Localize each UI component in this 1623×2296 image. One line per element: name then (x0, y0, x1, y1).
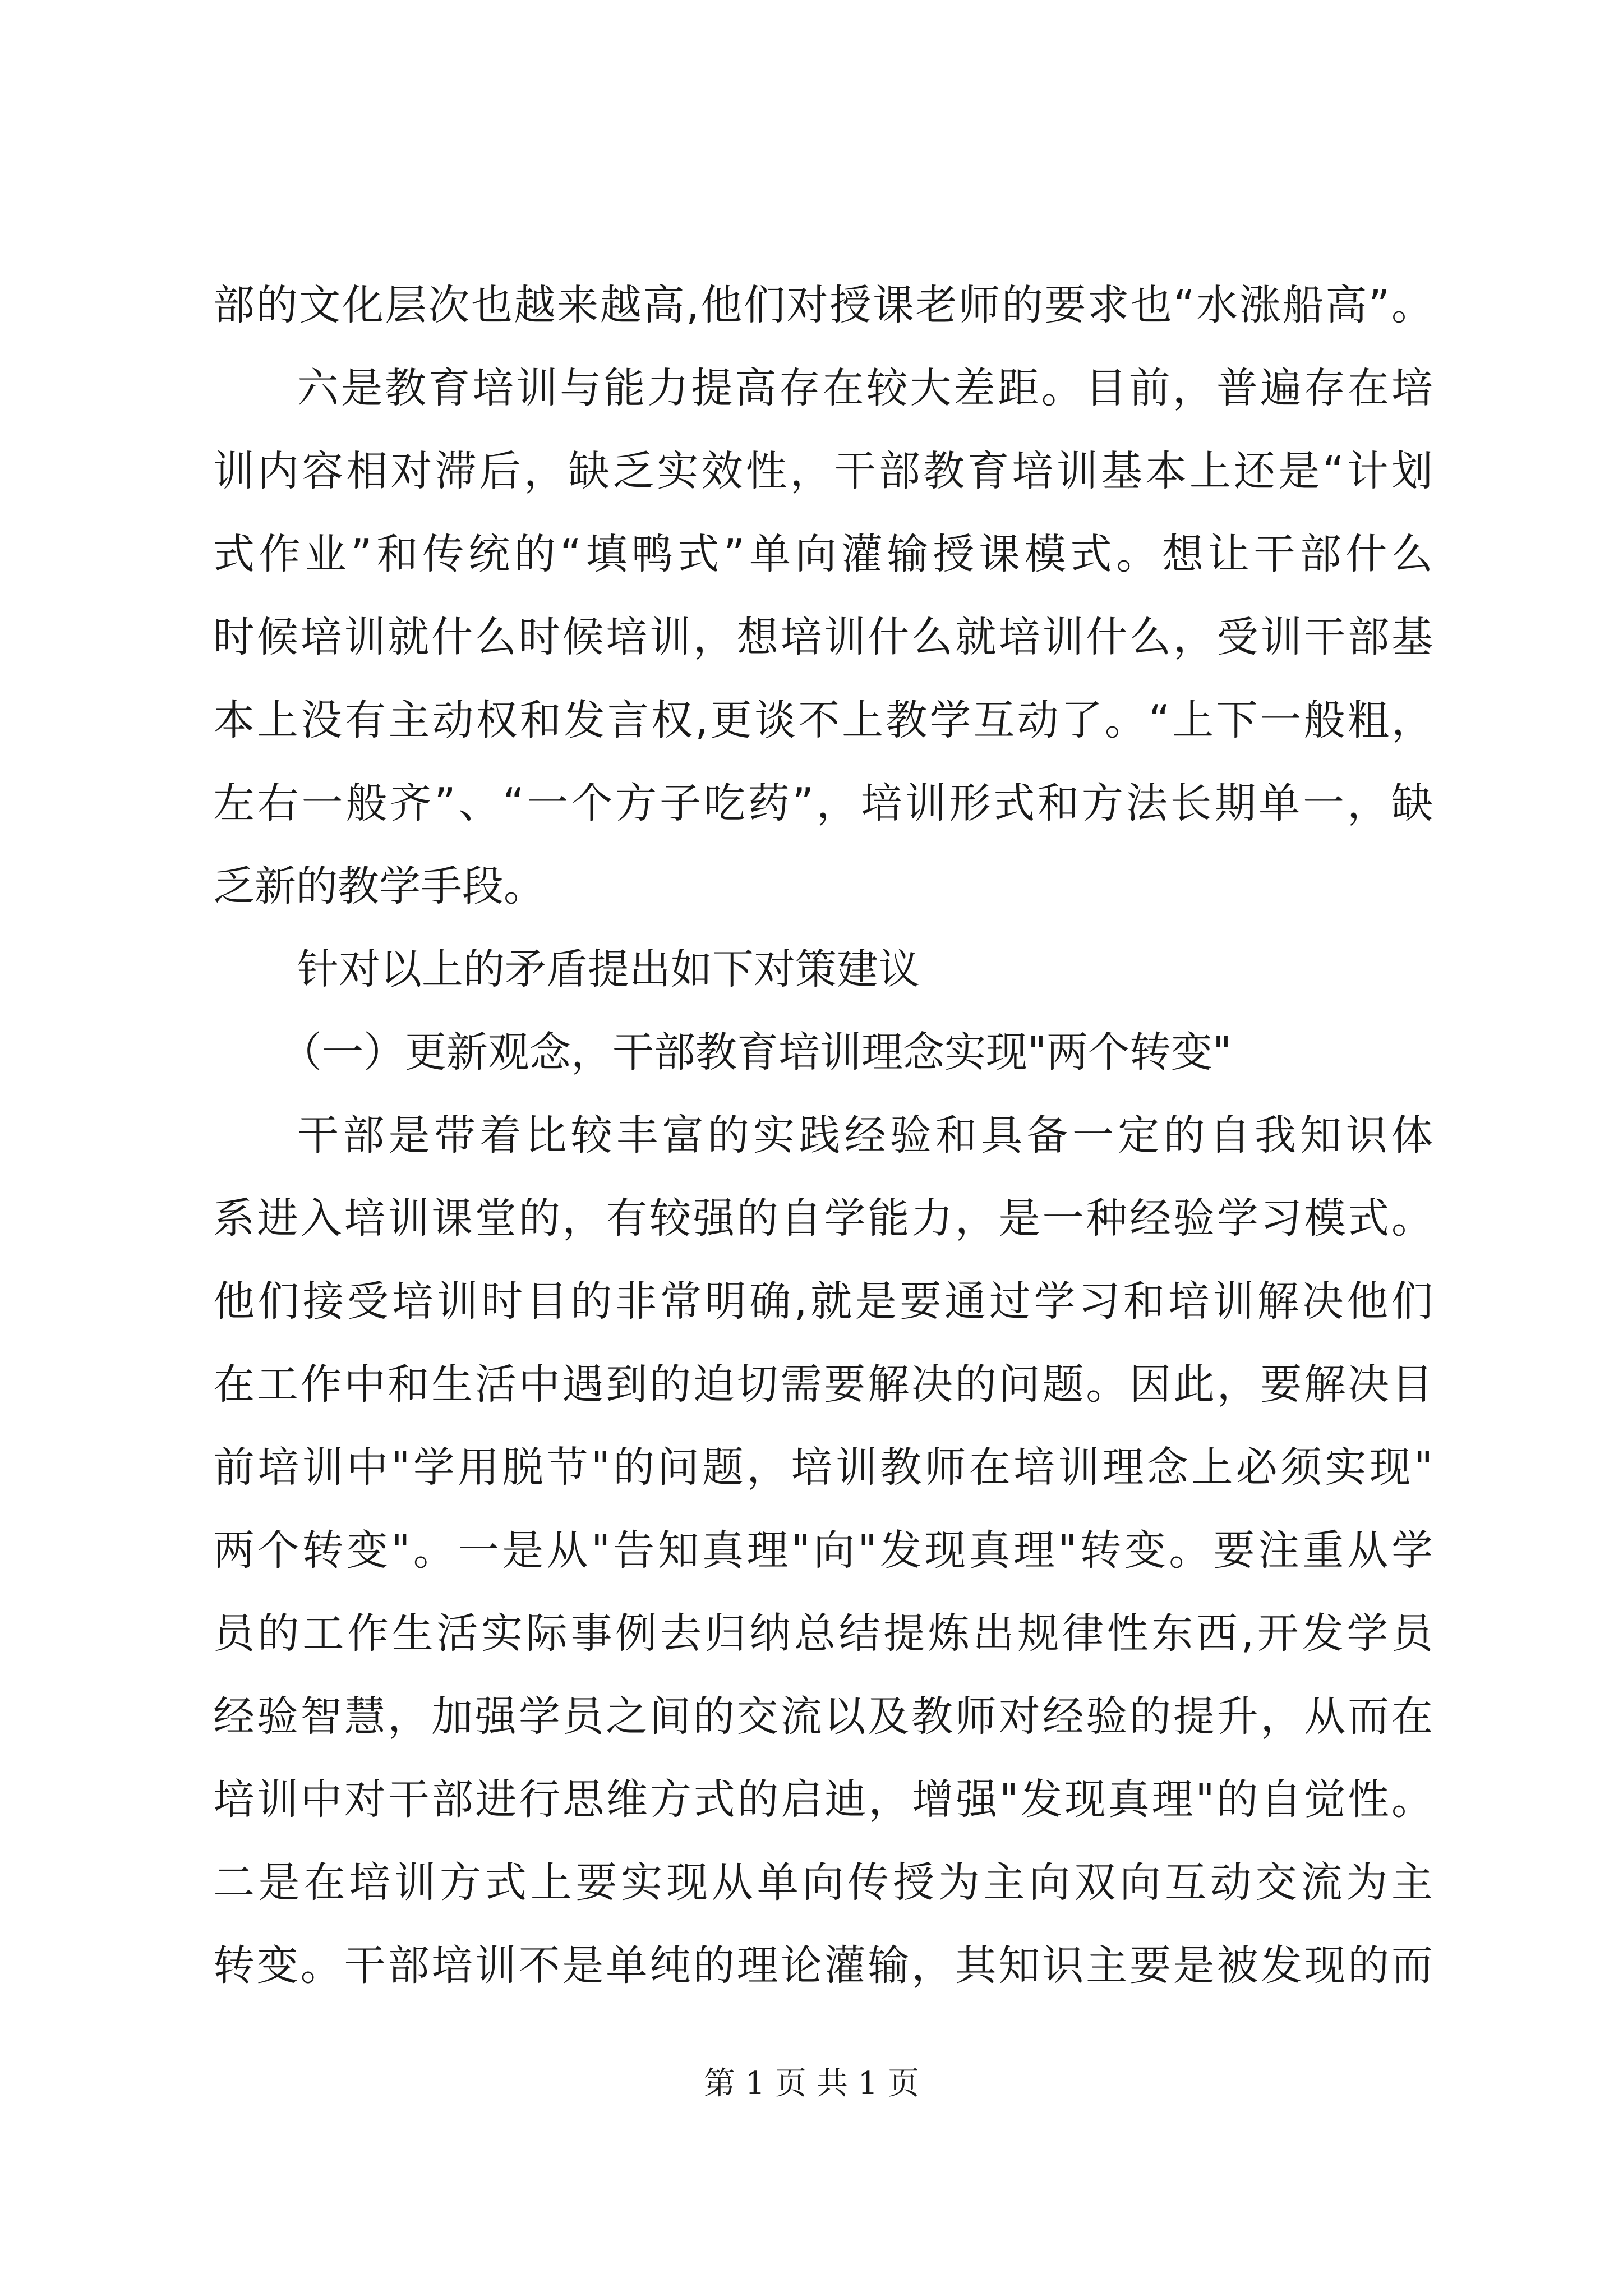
text-line: 员的工作生活实际事例去归纳总结提炼出规律性东西,开发学员 (213, 1609, 1433, 1658)
paragraph-start-line: 六是教育培训与能力提高存在较大差距。目前，普遍存在培 (297, 364, 1433, 412)
text-line: 式作业”和传统的“填鸭式”单向灌输授课模式。想让干部什么 (213, 530, 1433, 578)
paragraph-start-line: 干部是带着比较丰富的实践经验和具备一定的自我知识体 (297, 1111, 1433, 1159)
paragraph-end-line: 乏新的教学手段。 (213, 862, 545, 910)
text-line: 本上没有主动权和发言权,更谈不上教学互动了。“上下一般粗， (213, 696, 1433, 744)
text-line: 两个转变"。一是从"告知真理"向"发现真理"转变。要注重从学 (213, 1526, 1433, 1575)
text-line: 前培训中"学用脱节"的问题，培训教师在培训理念上必须实现" (213, 1443, 1433, 1492)
text-line: 训内容相对滞后，缺乏实效性，干部教育培训基本上还是“计划 (213, 447, 1433, 495)
section-heading: （一）更新观念，干部教育培训理念实现"两个转变" (280, 1028, 1232, 1076)
text-line: 转变。干部培训不是单纯的理论灌输，其知识主要是被发现的而 (213, 1941, 1433, 1990)
page-number-footer: 第 1 页 共 1 页 (703, 2065, 920, 2102)
text-line: 在工作中和生活中遇到的迫切需要解决的问题。因此，要解决目 (213, 1360, 1433, 1409)
text-line: 二是在培训方式上要实现从单向传授为主向双向互动交流为主 (213, 1858, 1433, 1907)
text-line: 时候培训就什么时候培训，想培训什么就培训什么，受训干部基 (213, 613, 1433, 661)
text-line: 系进入培训课堂的，有较强的自学能力，是一种经验学习模式。 (213, 1194, 1433, 1243)
text-line: 左右一般齐”、“一个方子吃药”，培训形式和方法长期单一，缺 (213, 779, 1433, 827)
section-intro-line: 针对以上的矛盾提出如下对策建议 (297, 945, 920, 993)
text-line: 部的文化层次也越来越高,他们对授课老师的要求也“水涨船高”。 (213, 281, 1433, 329)
text-line: 经验智慧，加强学员之间的交流以及教师对经验的提升，从而在 (213, 1692, 1433, 1741)
text-line: 培训中对干部进行思维方式的启迪，增强"发现真理"的自觉性。 (213, 1775, 1433, 1824)
text-line: 他们接受培训时目的非常明确,就是要通过学习和培训解决他们 (213, 1277, 1433, 1326)
document-body (213, 264, 1433, 2007)
